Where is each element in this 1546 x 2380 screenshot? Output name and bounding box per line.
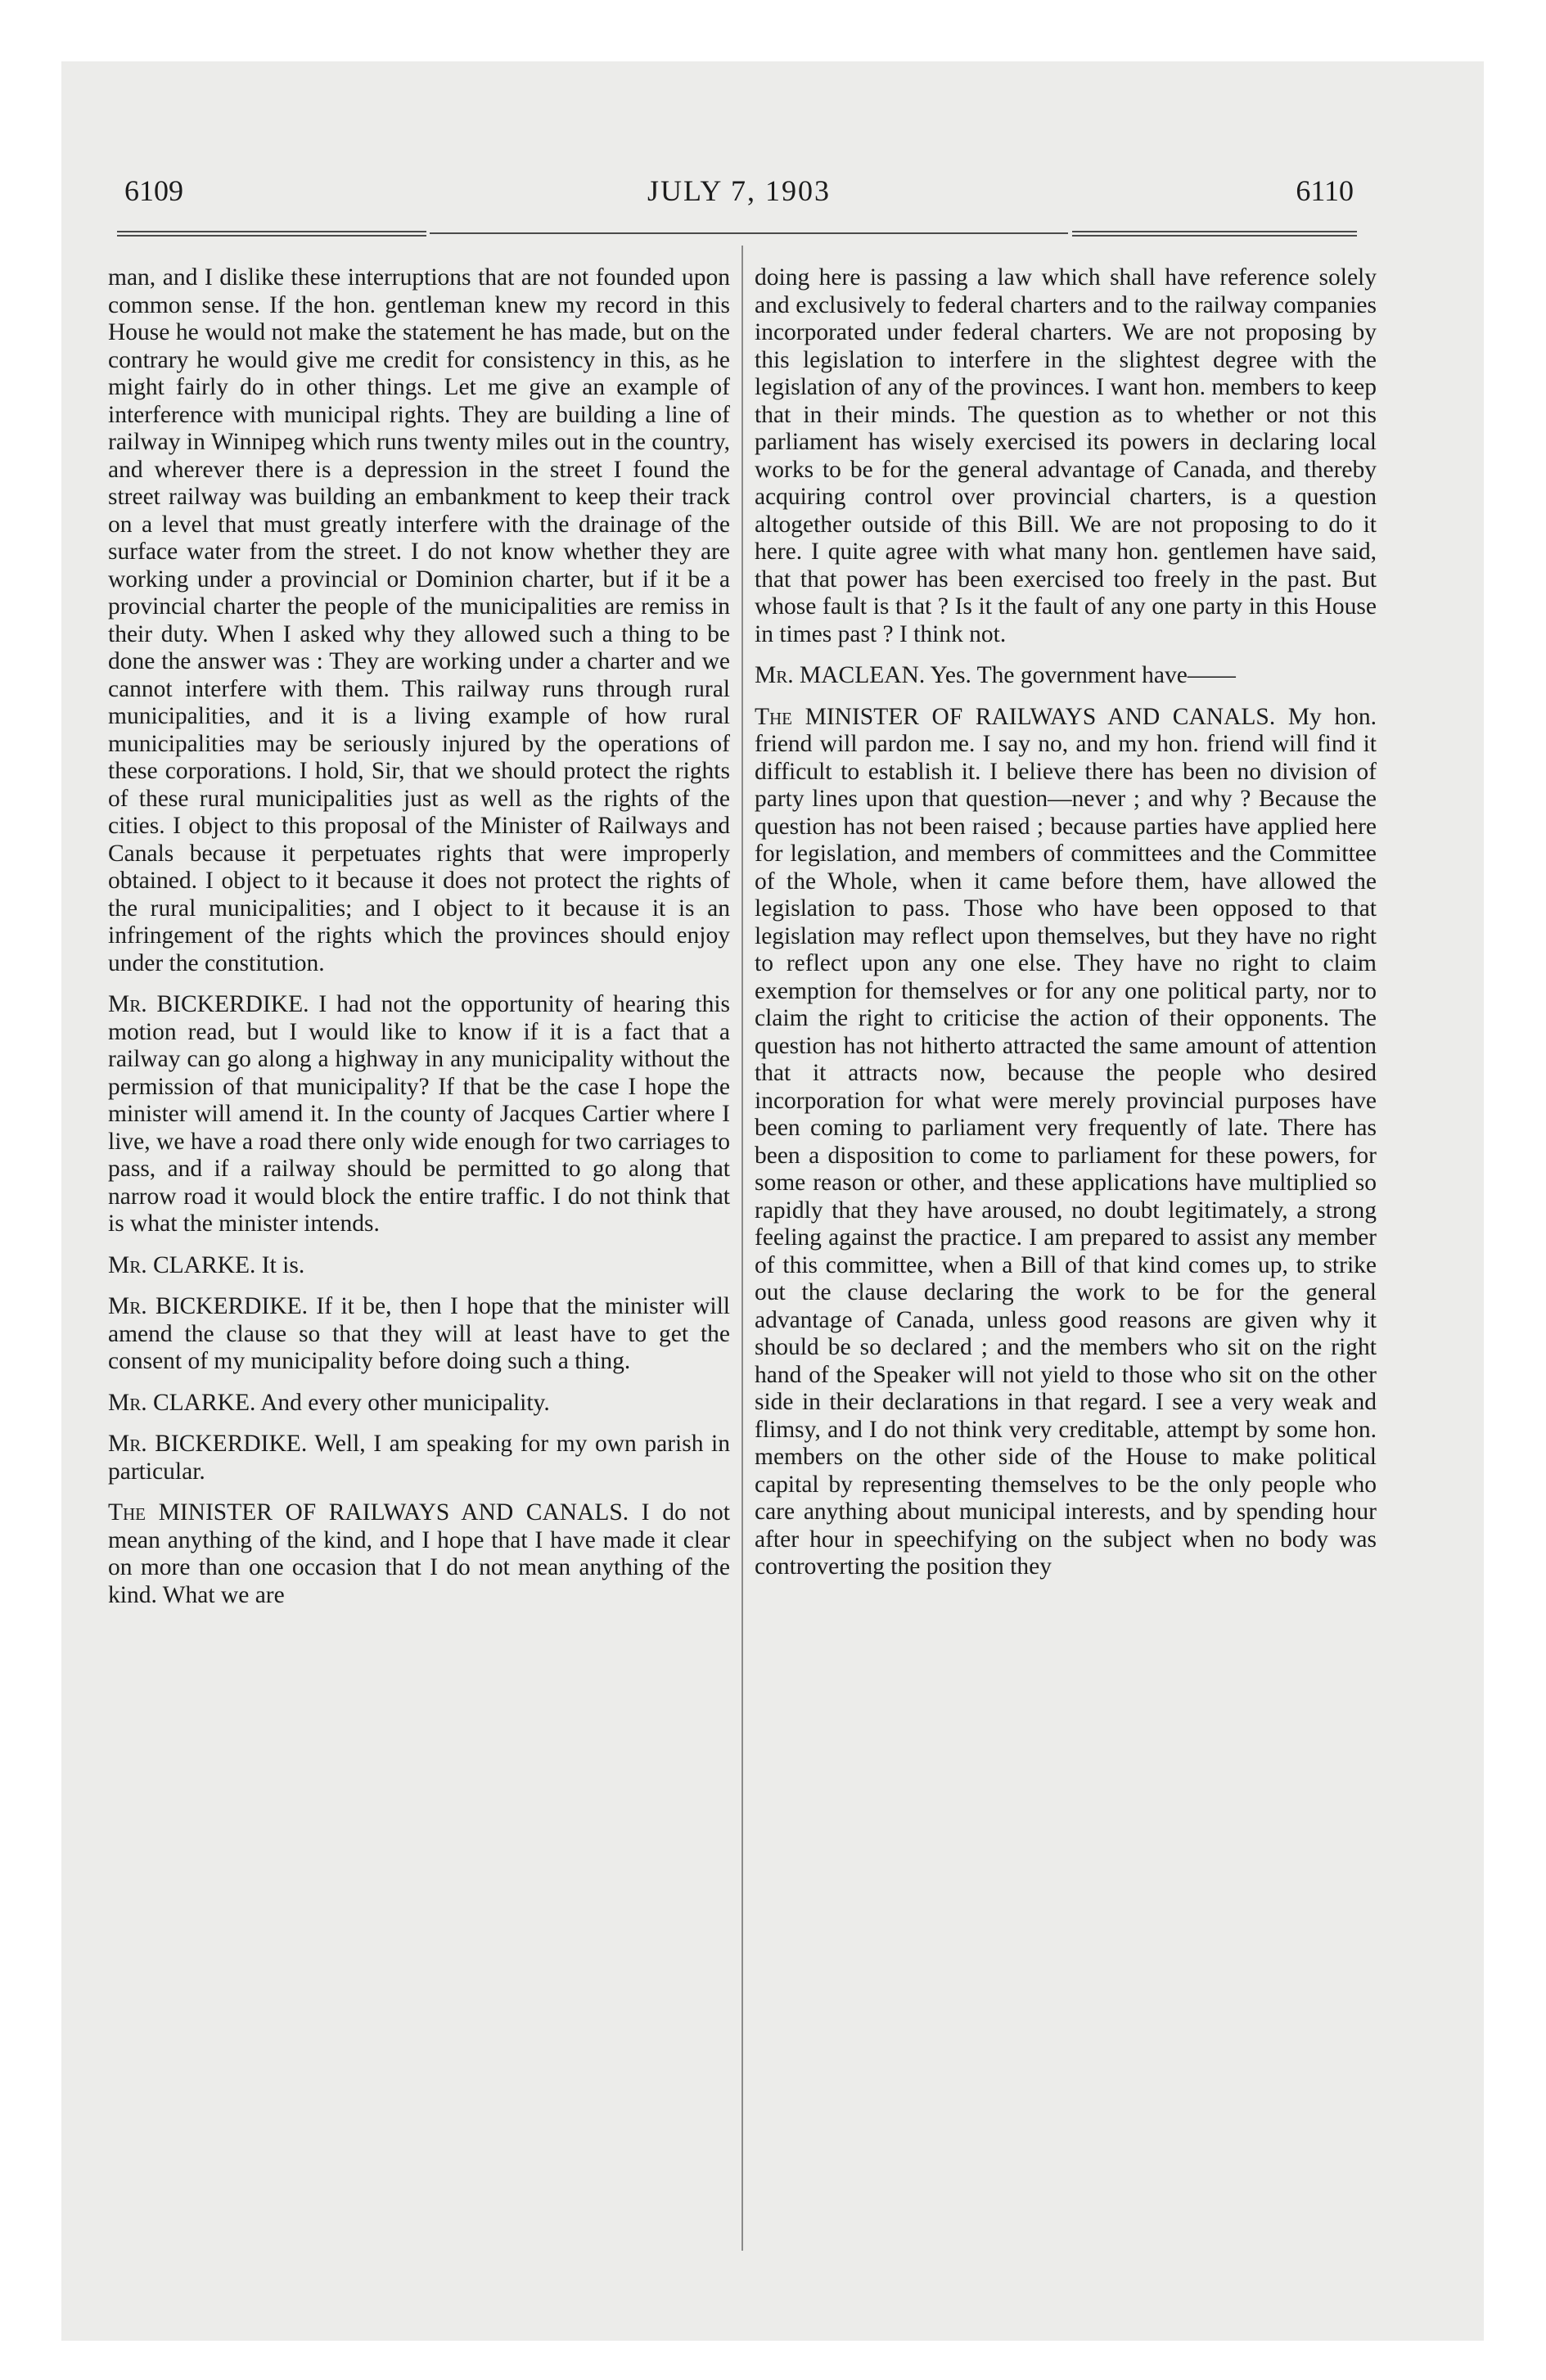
paragraph bbox=[108, 991, 730, 1238]
paragraph bbox=[755, 264, 1377, 648]
page-date: JULY 7, 1903 bbox=[647, 174, 832, 207]
paragraph bbox=[108, 1293, 730, 1376]
paragraph-text: Yes. The government have—— bbox=[930, 662, 1236, 688]
paragraph bbox=[755, 662, 1377, 690]
header-rule-left bbox=[117, 231, 426, 237]
paragraph-text: I do not mean anything of the kind, and I hope that I have made it clear on more than one occasion that I do not mean anything of the kind. What we are bbox=[108, 1499, 730, 1608]
paragraph bbox=[108, 1431, 730, 1485]
paragraph bbox=[108, 1499, 730, 1609]
speaker-name: The MINISTER OF RAILWAYS AND CANALS. bbox=[755, 703, 1276, 730]
paragraph-text: doing here is passing a law which shall have reference solely and exclusively to federal charters and to the railway companies incorporated under federal charters. We are not proposing by this legislation to interfere in the slightest degree with the legislation of any of the provinces. I want hon. members to keep that in their minds. The question as to whether or not this parliament has wisely exercised its powers in declaring local works to be for the general advantage of Canada, and thereby acquiring control over provincial charters, is a question altogether outside of this Bill. We are not proposing to do it here. I quite agree with what many hon. gentlemen have said, that that power has been exercised too freely in the past. But whose fault is that ? Is it the fault of any one party in this House in times past ? I think not. bbox=[755, 264, 1377, 647]
paragraph-text: If it be, then I hope that the minister will amend the clause so that they will at least have to get the consent of my municipality before doing such a thing. bbox=[108, 1293, 730, 1374]
speaker-name: Mr. BICKERDIKE. bbox=[108, 991, 309, 1017]
page-number-left: 6109 bbox=[124, 174, 183, 207]
header-rule-right bbox=[1072, 231, 1357, 237]
paragraph bbox=[108, 1252, 730, 1280]
header-rule-center bbox=[430, 232, 1068, 234]
paragraph-text: It is. bbox=[261, 1251, 305, 1278]
left-column bbox=[108, 264, 730, 2253]
right-column bbox=[755, 264, 1377, 2253]
paragraph-text: And every other municipality. bbox=[260, 1389, 550, 1416]
paragraph bbox=[108, 1390, 730, 1418]
paragraph-text: My hon. friend will pardon me. I say no, and my hon. friend will find it difficult to establish it. I believe there has been no division of party lines upon that question—never ; and why ? Because the question has not been raised ; because parties have applied here for legislation, and members of committees and the Committee of the Whole, when it came before them, have allowed the legislation to pass. Those who have been opposed to that legislation may reflect upon themselves, but they have no right to reflect upon any one else. They have no right to claim exemption for themselves or for any one political party, nor to claim the right to criticise the action of their opponents. The question has not hitherto attracted the same amount of attention that it attracts now, because the people who desired incorporation for what were merely provincial purposes have been coming to parliament very frequently of late. There has been a disposition to come to parliament for these powers, for some reason or other, and these applications have multiplied so rapidly that they have aroused, no doubt legitimately, a strong feeling against the practice. I am prepared to assist any member of this committee, when a Bill of that kind comes up, to strike out the clause declaring the work to be for the general advantage of Canada, unless good reasons are given why it should be so declared ; and the members who sit on the right hand of the Speaker will not yield to those who sit on the other side in their declarations in that regard. I see a very weak and flimsy, and I do not think very creditable, attempt by some hon. members on the other side of the House to make political capital by representing themselves to be the only people who care anything about municipal interests, and by spending hour after hour in speechifying on the subject when no body was controverting the position they bbox=[755, 703, 1377, 1580]
speaker-name: Mr. CLARKE. bbox=[108, 1251, 256, 1278]
paragraph-text: Well, I am speaking for my own parish in particular. bbox=[108, 1431, 730, 1485]
page-number-right: 6110 bbox=[1296, 174, 1354, 207]
speaker-name: Mr. MACLEAN. bbox=[755, 662, 926, 688]
page-header bbox=[124, 170, 1354, 211]
paragraph-text: man, and I dislike these interruptions that are not founded upon common sense. If the hon. gentleman knew my record in this House he would not make the statement he has made, but on the contrary he would give me credit for consistency in this, as he might fairly do in other things. Let me give an example of interference with municipal rights. They are building a line of railway in Winnipeg which runs twenty miles out in the country, and wherever there is a depression in the street I found the street railway was building an embankment to keep their track on a level that must greatly interfere with the drainage of the surface water from the street. I do not know whether they are working under a provincial or Dominion charter, but if it be a provincial charter the people of the municipalities are remiss in their duty. When I asked why they allowed such a thing to be done the answer was : They are working under a charter and we cannot interfere with them. This railway runs through rural municipalities, and it is a living example of how rural municipalities may be seriously injured by the operations of these corporations. I hold, Sir, that we should protect the rights of these rural municipalities just as well as the rights of the cities. I object to this proposal of the Minister of Railways and Canals because it perpetuates rights that were improperly obtained. I object to it because it does not protect the rights of the rural municipalities; and I object to it because it is an infringement of the rights which the provinces should enjoy under the constitution. bbox=[108, 264, 730, 976]
paragraph-text: I had not the opportunity of hearing this motion read, but I would like to know if it is a fact that a railway can go along a highway in any municipality without the permission of that municipality? If that be the case I hope the minister will amend it. In the county of Jacques Cartier where I live, we have a road there only wide enough for two carriages to pass, and if a railway should be permitted to go along that narrow road it would block the entire traffic. I do not think that is what the minister intends. bbox=[108, 991, 730, 1237]
speaker-name: Mr. BICKERDIKE. bbox=[108, 1431, 308, 1457]
speaker-name: Mr. CLARKE. bbox=[108, 1389, 256, 1416]
column-divider bbox=[741, 246, 743, 2251]
speaker-name: The MINISTER OF RAILWAYS AND CANALS. bbox=[108, 1499, 629, 1526]
paragraph bbox=[755, 704, 1377, 1581]
paragraph bbox=[108, 264, 730, 977]
speaker-name: Mr. BICKERDIKE. bbox=[108, 1293, 309, 1319]
